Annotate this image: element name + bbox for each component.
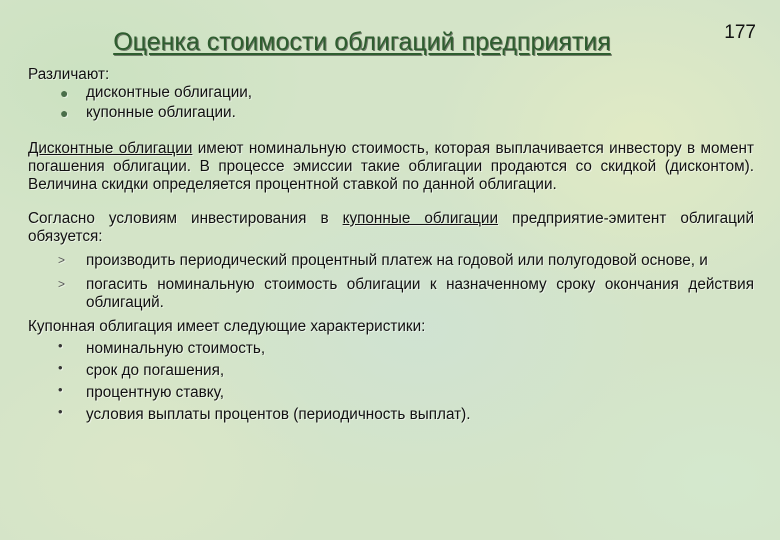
slide-content xyxy=(28,66,754,428)
obligation-text: погасить номинальную стоимость облигации к назначенному сроку окончания действия облигаций. xyxy=(86,276,754,311)
bond-types-list xyxy=(28,84,754,122)
list-item xyxy=(28,252,754,270)
discount-term: Дисконтные облигации xyxy=(28,140,193,157)
characteristic-text: условия выплаты процентов (периодичность выплат). xyxy=(86,406,471,423)
bullet-icon: • xyxy=(58,382,63,397)
obligation-text: производить периодический процентный платеж на годовой или полугодовой основе, и xyxy=(86,252,708,269)
bullet-icon: ● xyxy=(60,105,69,121)
characteristic-text: срок до погашения, xyxy=(86,362,225,379)
slide-number: 177 xyxy=(724,22,756,43)
bullet-icon: • xyxy=(58,404,63,419)
discount-text: имеют номинальную стоимость, которая выплачивается инвестору в момент погашения облигации. В процессе эмиссии такие облигации продаются со скидкой (дисконтом). Величина скидки определяется процентной ставкой по данной облигации. xyxy=(28,140,754,193)
coupon-text-after: предприятие-эмитент облигаций обязуется: xyxy=(28,210,754,245)
bond-type-label: купонные облигации. xyxy=(86,104,236,121)
list-item xyxy=(28,362,754,380)
characteristic-text: процентную ставку, xyxy=(86,384,225,401)
arrow-bullet-icon: > xyxy=(58,277,66,291)
characteristics-list xyxy=(28,340,754,424)
list-item xyxy=(28,340,754,358)
list-item xyxy=(28,104,754,122)
characteristic-text: номинальную стоимость, xyxy=(86,340,266,357)
coupon-paragraph xyxy=(28,210,754,246)
bullet-icon: • xyxy=(58,360,63,375)
list-item xyxy=(28,406,754,424)
coupon-term: купонные облигации xyxy=(342,210,498,227)
arrow-bullet-icon: > xyxy=(58,253,66,267)
list-item xyxy=(28,384,754,402)
coupon-text-before: Согласно условиям инвестирования в xyxy=(28,210,343,227)
intro-text: Различают: xyxy=(28,66,110,83)
bullet-icon: • xyxy=(58,338,63,353)
bullet-icon: ● xyxy=(60,85,69,101)
bond-type-label: дисконтные облигации, xyxy=(86,84,253,101)
discount-paragraph xyxy=(28,140,754,194)
list-item xyxy=(28,276,754,312)
obligations-list xyxy=(28,252,754,312)
list-item xyxy=(28,84,754,102)
page-title: Оценка стоимости облигаций предприятия xyxy=(113,28,611,56)
characteristics-intro: Купонная облигация имеет следующие характеристики: xyxy=(28,318,426,335)
